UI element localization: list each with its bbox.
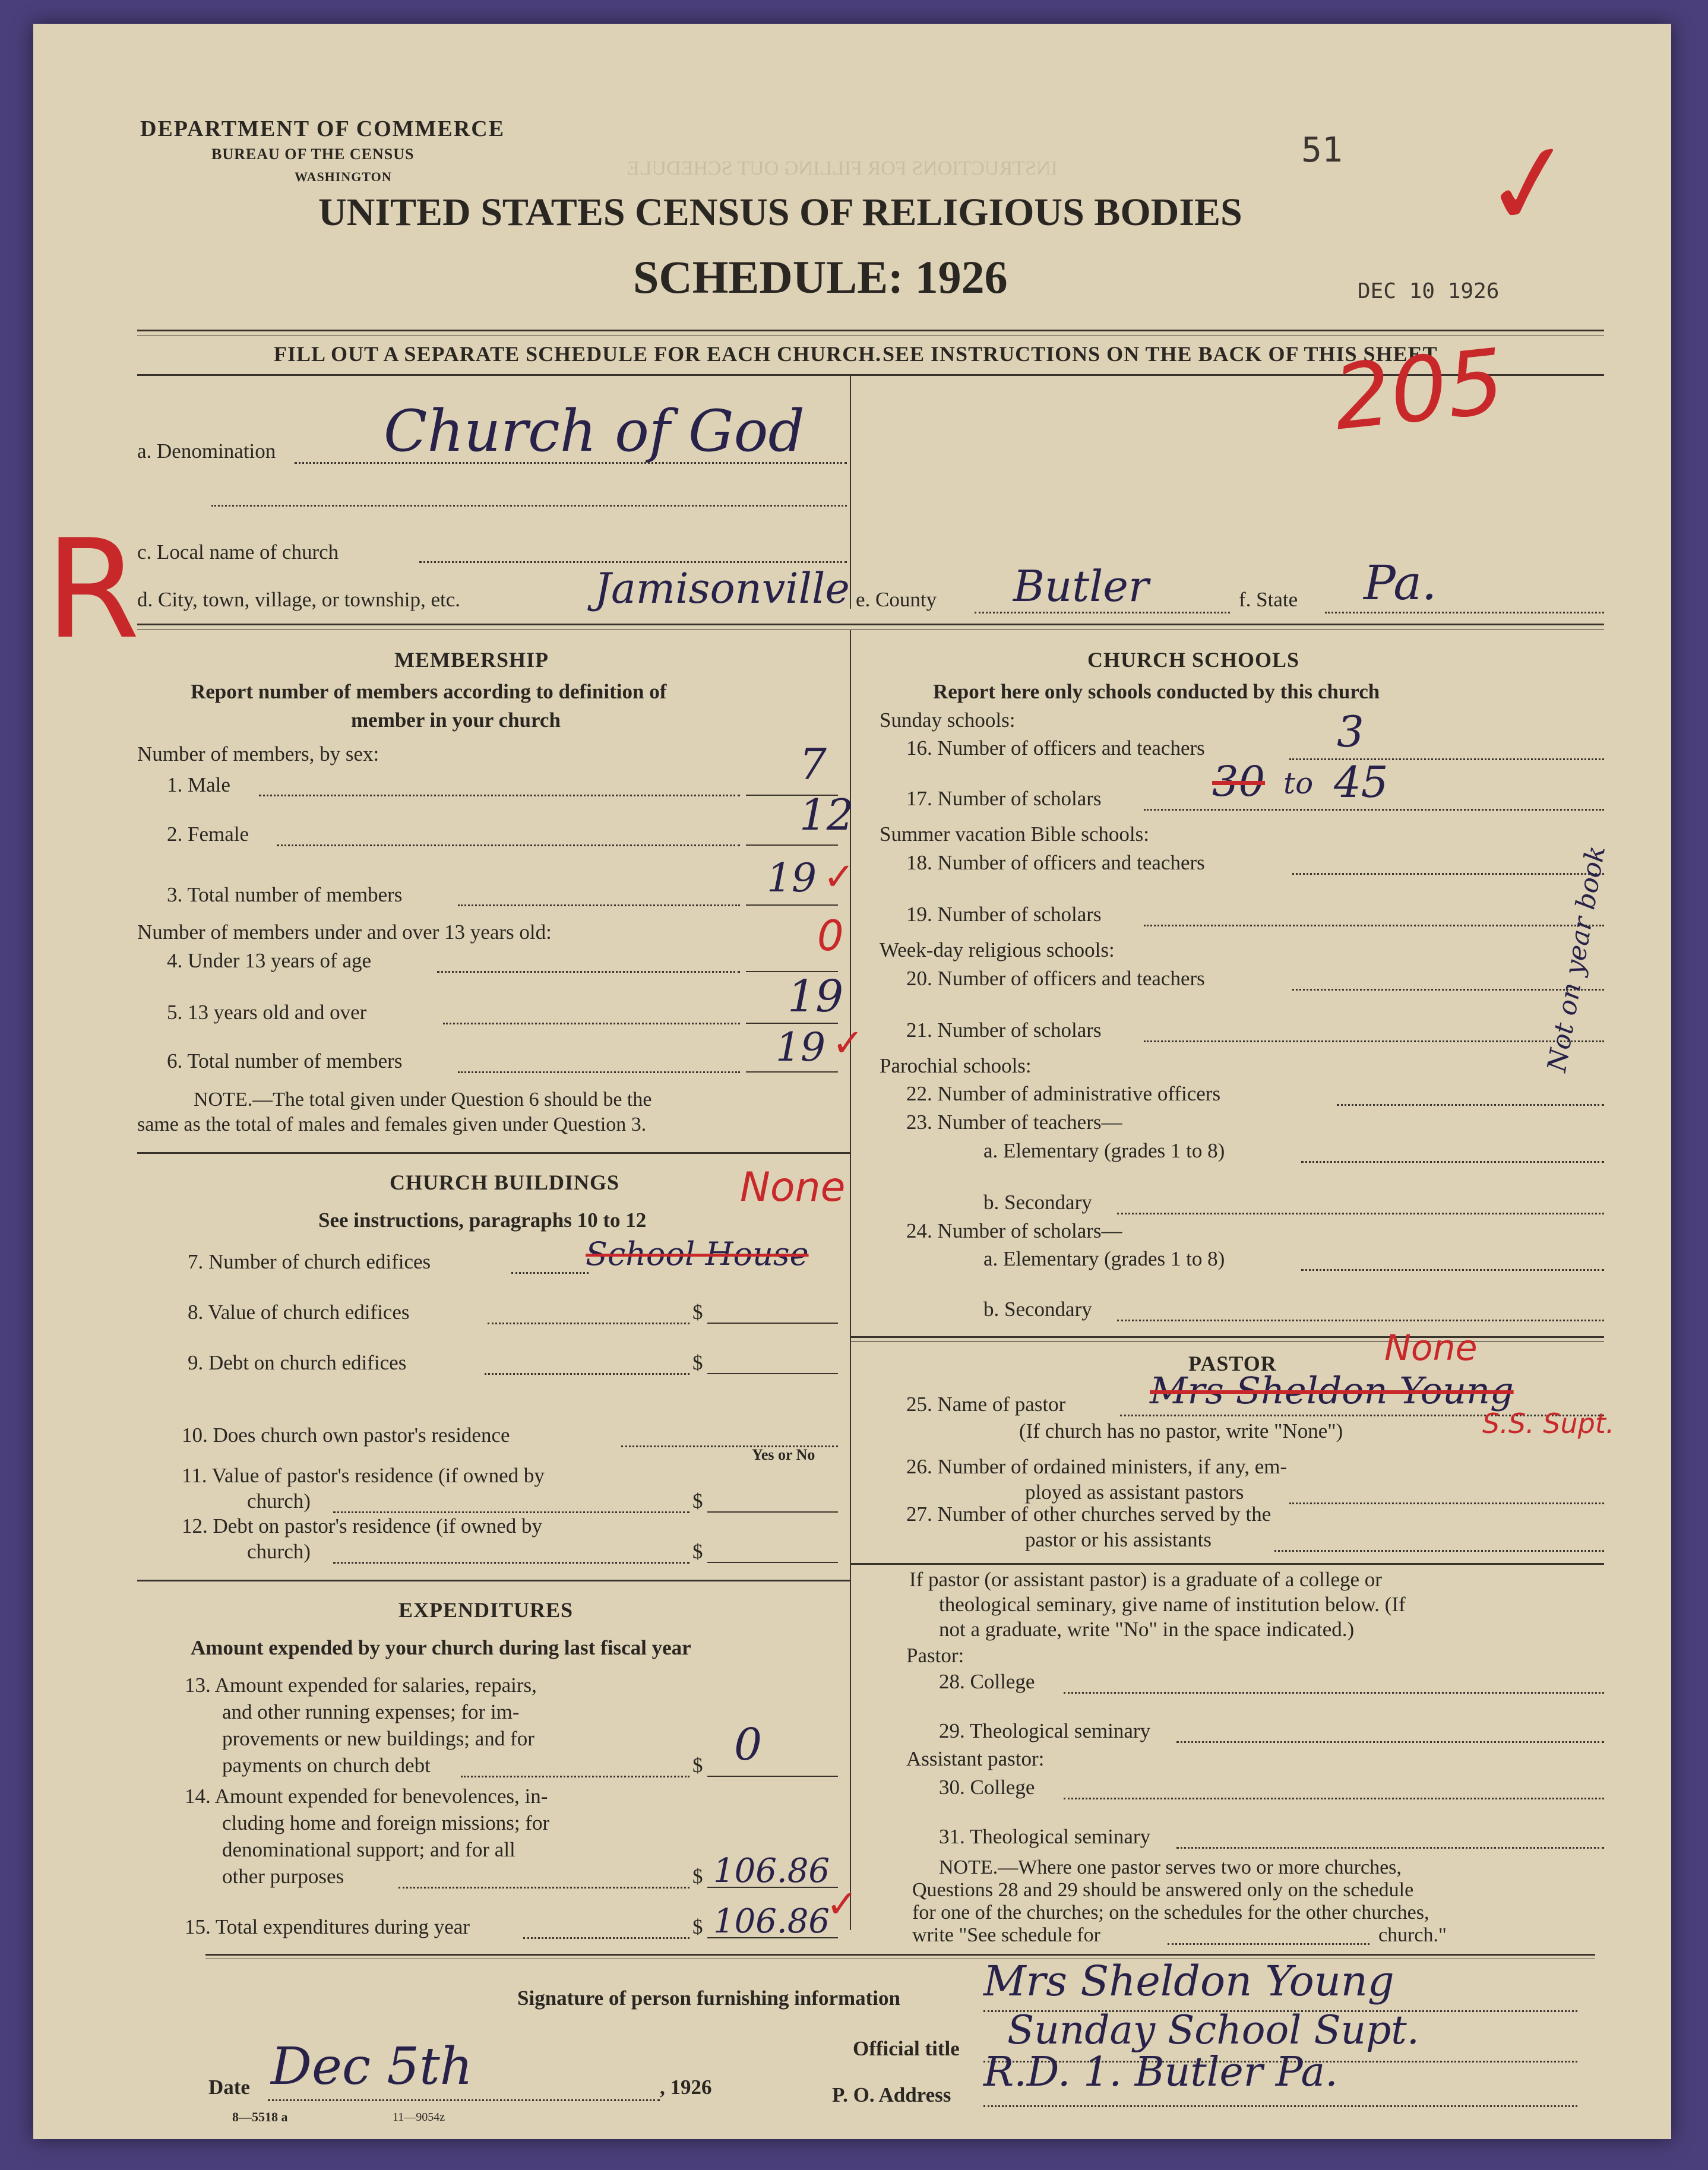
q7-edifices-label: 7. Number of church edifices [188, 1250, 431, 1273]
q13-dollar: $ [692, 1754, 703, 1777]
sunday-schools-label: Sunday schools: [880, 708, 1016, 732]
denomination-value: Church of God [384, 398, 805, 464]
buildings-subtitle: See instructions, paragraphs 10 to 12 [318, 1209, 647, 1232]
assistant-pastor-label: Assistant pastor: [906, 1747, 1045, 1770]
leader [398, 1887, 689, 1889]
q23-label: 23. Number of teachers— [906, 1111, 1122, 1134]
q15-dollar: $ [692, 1915, 703, 1938]
leader [333, 1511, 689, 1513]
age-head-label: Number of members under and over 13 years old: [137, 920, 552, 944]
q13-label-2: and other running expenses; for im- [222, 1700, 520, 1723]
answer-line [707, 1562, 838, 1563]
side-note-handwritten: Not on year book [1542, 843, 1612, 1074]
q28-label: 28. College [939, 1670, 1035, 1693]
grad-instruction-3: not a graduate, write "No" in the space indicated.) [939, 1618, 1355, 1641]
denomination-line [295, 462, 847, 464]
schools-subtitle: Report here only schools conducted by this church [933, 680, 1380, 703]
q23a-label: a. Elementary (grades 1 to 8) [983, 1139, 1225, 1162]
q11-label-2: church) [247, 1489, 311, 1513]
q9-dollar: $ [692, 1351, 703, 1374]
q3-total-value: 19 [767, 855, 817, 901]
leader [1176, 1847, 1604, 1849]
denomination-label: a. Denomination [137, 439, 276, 463]
q15-checkmark: ✓ [826, 1883, 858, 1927]
leader [277, 844, 740, 846]
expenditures-title: EXPENDITURES [398, 1598, 574, 1622]
q15-value: 106.86 [713, 1902, 830, 1941]
instruction-back: SEE INSTRUCTIONS ON THE BACK OF THIS SHEET [883, 342, 1438, 366]
q11-label: 11. Value of pastor's residence (if owned by [182, 1464, 545, 1487]
q12-dollar: $ [692, 1540, 703, 1563]
q24-label: 24. Number of scholars— [906, 1219, 1122, 1242]
answer-line [746, 1023, 838, 1024]
q3-checkmark: ✓ [823, 855, 855, 899]
leader [1301, 1269, 1604, 1271]
leader [1289, 1502, 1604, 1504]
answer-line [707, 1323, 838, 1324]
leader [1176, 1741, 1604, 1743]
schedule-number: 51 [1301, 129, 1343, 170]
answer-line [746, 844, 838, 846]
q24b-label: b. Secondary [983, 1298, 1092, 1321]
q27-label-2: pastor or his assistants [1025, 1528, 1212, 1551]
q14-label-3: denominational support; and for all [222, 1838, 515, 1861]
q14-value: 106.86 [713, 1852, 830, 1890]
instruction-separate: FILL OUT A SEPARATE SCHEDULE FOR EACH CHURCH. [274, 342, 882, 366]
q14-label-2: cluding home and foreign missions; for [222, 1811, 550, 1834]
answer-line [746, 904, 838, 906]
rule [137, 330, 1604, 331]
q13-label-4: payments on church debt [222, 1754, 431, 1777]
form-number: 8—5518 a [232, 2109, 288, 2124]
county-line [975, 612, 1230, 613]
census-schedule-sheet [33, 24, 1671, 2139]
q25-struck-value: Mrs Sheldon Young [1150, 1369, 1514, 1412]
q2-female-value: 12 [799, 790, 854, 840]
q1-male-value: 7 [799, 739, 827, 789]
red-letter-r: R [45, 511, 140, 669]
leader [1144, 1040, 1604, 1042]
pastor-note-3: for one of the churches; on the schedules for the other churches, [912, 1902, 1429, 1924]
pastor-none-annotation: None [1384, 1327, 1478, 1369]
leader [1117, 1320, 1604, 1321]
state-line [1325, 612, 1604, 613]
rule [850, 1563, 1604, 1565]
po-address-label: P. O. Address [832, 2083, 951, 2106]
buildings-title: CHURCH BUILDINGS [390, 1171, 620, 1194]
q13-value: 0 [734, 1719, 763, 1770]
signature-value: Mrs Sheldon Young [983, 1957, 1394, 2005]
leader [437, 971, 740, 973]
leader [333, 1562, 689, 1564]
q27-label: 27. Number of other churches served by the [906, 1502, 1271, 1526]
date-line [268, 2099, 660, 2101]
date-value: Dec 5th [271, 2037, 473, 2096]
pastor-note: NOTE.—Where one pastor serves two or more churches, [939, 1856, 1402, 1878]
date-year: , 1926 [660, 2076, 712, 2099]
form-title: UNITED STATES CENSUS OF RELIGIOUS BODIES [318, 191, 1242, 234]
q31-label: 31. Theological seminary [939, 1825, 1151, 1848]
buildings-none-annotation: None [740, 1164, 846, 1211]
q12-label-2: church) [247, 1540, 311, 1563]
leader [1168, 1943, 1369, 1945]
rule [137, 1580, 850, 1581]
q19-label: 19. Number of scholars [906, 903, 1102, 926]
rule [137, 1152, 850, 1154]
form-number-2: 11—9054z [393, 2111, 445, 2124]
leader [1117, 1213, 1604, 1214]
membership-subtitle: Report number of members according to definition of [191, 680, 667, 703]
leader [1064, 1692, 1604, 1694]
q23b-label: b. Secondary [983, 1191, 1092, 1214]
q21-label: 21. Number of scholars [906, 1018, 1102, 1042]
answer-line [707, 1776, 838, 1777]
q3-total-label: 3. Total number of members [167, 883, 403, 906]
q16-label: 16. Number of officers and teachers [906, 736, 1205, 760]
q5-over13-value: 19 [787, 971, 844, 1022]
membership-subtitle-2: member in your church [351, 708, 561, 732]
red-code-number: 205 [1329, 330, 1509, 451]
q14-label-4: other purposes [222, 1865, 344, 1888]
membership-note: NOTE.—The total given under Question 6 should be the [194, 1089, 652, 1111]
q30-label: 30. College [939, 1776, 1035, 1799]
city-value: Jamisonville [594, 564, 850, 613]
summer-schools-label: Summer vacation Bible schools: [880, 823, 1149, 846]
q13-label: 13. Amount expended for salaries, repairs, [185, 1674, 537, 1697]
rule [205, 1954, 1595, 1956]
leader [1144, 809, 1604, 811]
q2-female-label: 2. Female [167, 823, 249, 846]
q14-label: 14. Amount expended for benevolences, in- [185, 1785, 548, 1808]
leader [523, 1937, 689, 1939]
expenditures-subtitle: Amount expended by your church during last fiscal year [191, 1636, 691, 1659]
leader [259, 795, 740, 796]
denomination-line-2 [211, 505, 847, 507]
q13-label-3: provements or new buildings; and for [222, 1727, 534, 1750]
official-title-value: Sunday School Supt. [1007, 2007, 1419, 2053]
leader [1301, 1161, 1604, 1163]
q18-label: 18. Number of officers and teachers [906, 851, 1205, 874]
pastor-note-4b: church." [1378, 1924, 1447, 1946]
membership-note-2: same as the total of males and females given under Question 3. [137, 1114, 647, 1135]
q25-label: 25. Name of pastor [906, 1393, 1066, 1416]
q25-note: (If church has no pastor, write "None") [1019, 1419, 1343, 1443]
received-date-stamp: DEC 10 1926 [1358, 279, 1500, 303]
age-zero-annotation: 0 [817, 912, 844, 960]
column-divider [850, 374, 851, 609]
q6-checkmark: ✓ [832, 1021, 864, 1065]
date-label: Date [208, 2076, 250, 2099]
q4-under13-label: 4. Under 13 years of age [167, 949, 372, 972]
local-name-line [419, 561, 847, 563]
answer-line [707, 1373, 838, 1374]
rule [137, 624, 1604, 625]
county-label: e. County [856, 588, 937, 611]
q8-dollar: $ [692, 1301, 703, 1324]
q5-over13-label: 5. 13 years old and over [167, 1001, 367, 1024]
rule [850, 1341, 1604, 1342]
q8-value-label: 8. Value of church edifices [188, 1301, 410, 1324]
q22-label: 22. Number of administrative officers [906, 1082, 1221, 1105]
address-line [983, 2105, 1577, 2107]
grad-instruction: If pastor (or assistant pastor) is a graduate of a college or [909, 1568, 1382, 1591]
dept-name: DEPARTMENT OF COMMERCE [140, 116, 505, 141]
bureau-city: WASHINGTON [295, 169, 392, 184]
signature-label: Signature of person furnishing information [517, 1986, 900, 2010]
q9-debt-label: 9. Debt on church edifices [188, 1351, 407, 1374]
q20-label: 20. Number of officers and teachers [906, 967, 1205, 990]
leader [1292, 873, 1604, 875]
q12-label: 12. Debt on pastor's residence (if owned by [182, 1514, 542, 1538]
q7-struck-value: School House [586, 1235, 809, 1273]
county-value: Butler [1013, 561, 1149, 611]
q11-dollar: $ [692, 1489, 703, 1513]
parochial-schools-label: Parochial schools: [880, 1054, 1032, 1077]
bureau-name: BUREAU OF THE CENSUS [211, 145, 415, 163]
answer-line [746, 1071, 838, 1073]
leader [461, 1776, 689, 1777]
q17-value: 45 [1334, 757, 1388, 807]
schedule-year-title: SCHEDULE: 1926 [633, 251, 1008, 303]
pastor-note-2: Questions 28 and 29 should be answered only on the schedule [912, 1879, 1414, 1901]
leader [458, 904, 740, 906]
checkmark-red: ✓ [1473, 112, 1586, 257]
state-label: f. State [1239, 588, 1298, 611]
membership-title: MEMBERSHIP [394, 648, 549, 672]
q17-struck-value: 30 [1212, 757, 1266, 806]
po-address-value: R.D. 1. Butler Pa. [983, 2049, 1338, 2096]
leader [485, 1373, 689, 1375]
q29-label: 29. Theological seminary [939, 1719, 1151, 1742]
local-name-label: c. Local name of church [137, 540, 339, 564]
rule [850, 1336, 1604, 1338]
yes-no-hint: Yes or No [752, 1446, 815, 1463]
q25-red-note: S.S. Supt. [1482, 1407, 1615, 1440]
q15-label: 15. Total expenditures during year [185, 1915, 470, 1938]
by-sex-label: Number of members, by sex: [137, 742, 379, 765]
bleed-through-text: INSTRUCTIONS FOR FILLING OUT SCHEDULE [627, 157, 1058, 179]
q26-label-2: ployed as assistant pastors [1025, 1481, 1244, 1504]
q17-to: to [1283, 766, 1314, 801]
leader [458, 1071, 740, 1073]
q6-total-label: 6. Total number of members [167, 1049, 403, 1073]
leader [1337, 1104, 1604, 1106]
state-value: Pa. [1364, 555, 1437, 610]
leader [1274, 1550, 1604, 1552]
q14-dollar: $ [692, 1865, 703, 1888]
schools-title: CHURCH SCHOOLS [1087, 648, 1300, 672]
leader [1144, 925, 1604, 926]
leader [511, 1272, 589, 1274]
q24a-label: a. Elementary (grades 1 to 8) [983, 1247, 1225, 1270]
answer-line [707, 1511, 838, 1513]
leader [488, 1323, 689, 1324]
leader [1064, 1798, 1604, 1799]
leader [443, 1023, 740, 1024]
q10-residence-label: 10. Does church own pastor's residence [182, 1424, 510, 1447]
pastor-note-4: write "See schedule for [912, 1924, 1100, 1946]
q26-label: 26. Number of ordained ministers, if any, em- [906, 1455, 1288, 1478]
grad-instruction-2: theological seminary, give name of institution below. (If [939, 1593, 1406, 1616]
q17-label: 17. Number of scholars [906, 787, 1102, 810]
weekday-schools-label: Week-day religious schools: [880, 938, 1115, 961]
pastor-sub-label: Pastor: [906, 1644, 964, 1667]
pastor-title: PASTOR [1188, 1352, 1277, 1375]
official-title-label: Official title [853, 2037, 960, 2060]
q6-total-value: 19 [776, 1024, 825, 1070]
q16-value: 3 [1337, 707, 1364, 757]
q1-male-label: 1. Male [167, 773, 230, 796]
city-label: d. City, town, village, or township, etc. [137, 588, 461, 611]
